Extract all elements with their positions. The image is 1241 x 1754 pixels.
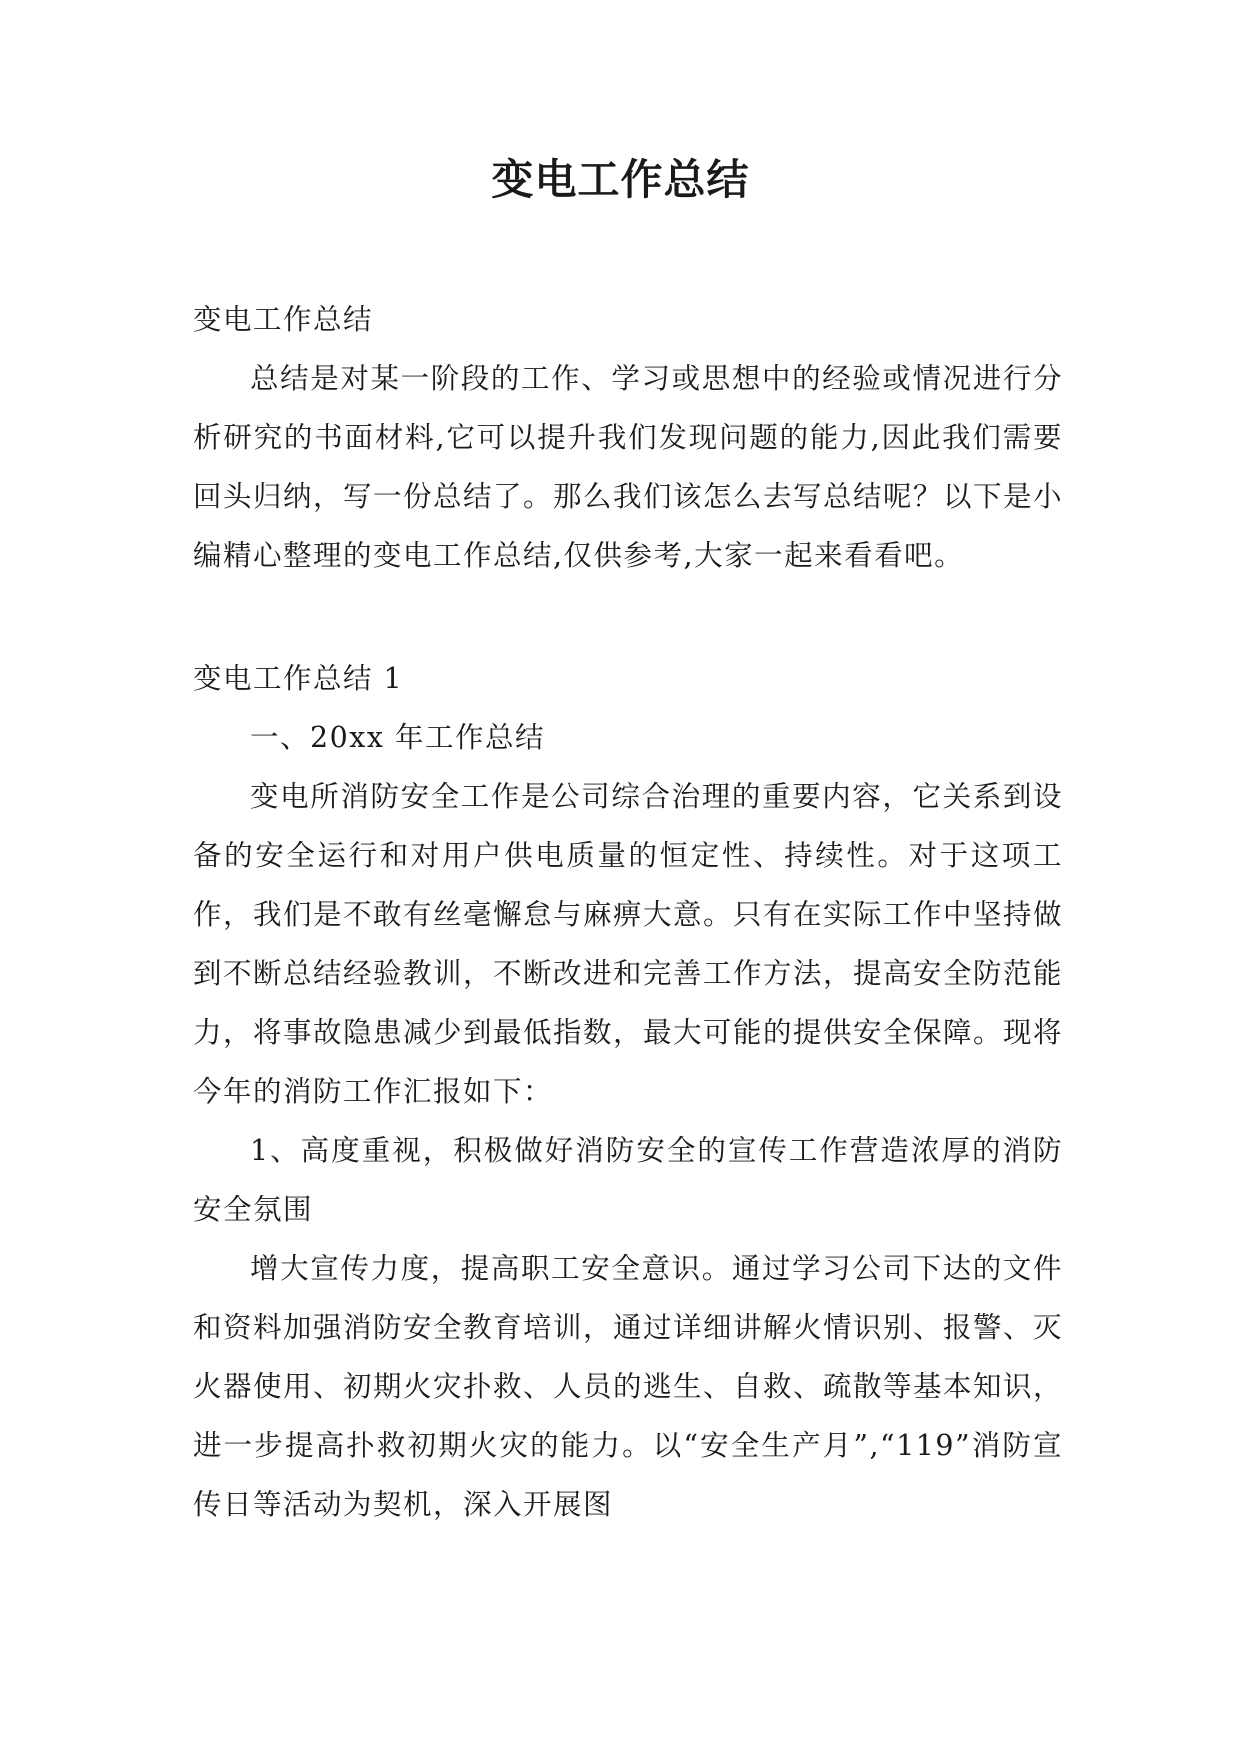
intro-paragraph: 总结是对某一阶段的工作、学习或思想中的经验或情况进行分析研究的书面材料,它可以提升我们发现问题的能力,因此我们需要回头归纳，写一份总结了。那么我们该怎么去写总结呢？以下是小编精心整理的变电工作总结,仅供参考,大家一起来看看吧。 [193,362,1064,572]
section-heading: 变电工作总结 [193,303,374,336]
body-paragraph: 增大宣传力度，提高职工安全意识。通过学习公司下达的文件和资料加强消防安全教育培训，通过详细讲解火情识别、报警、灭火器使用、初期火灾扑救、人员的逃生、自救、疏散等基本知识，进一步提高扑救初期火灾的能力。以“安全生产月”,“119”消防宣传日等活动为契机，深入开展图 [193,1252,1064,1521]
body-paragraph: 变电所消防安全工作是公司综合治理的重要内容，它关系到设备的安全运行和对用户供电质量的恒定性、持续性。对于这项工作，我们是不敢有丝毫懈怠与麻痹大意。只有在实际工作中坚持做到不断总结经验教训，不断改进和完善工作方法，提高安全防范能力，将事故隐患减少到最低指数，最大可能的提供安全保障。现将今年的消防工作汇报如下： [193,780,1064,1108]
subsection-heading: 一、20xx 年工作总结 [250,721,545,754]
section-heading: 变电工作总结 1 [193,662,404,695]
numbered-item-heading: 1、高度重视，积极做好消防安全的宣传工作营造浓厚的消防安全氛围 [193,1134,1063,1226]
document-title: 变电工作总结 [491,155,750,204]
section-gap [193,585,1063,649]
document-body [193,290,1063,1534]
